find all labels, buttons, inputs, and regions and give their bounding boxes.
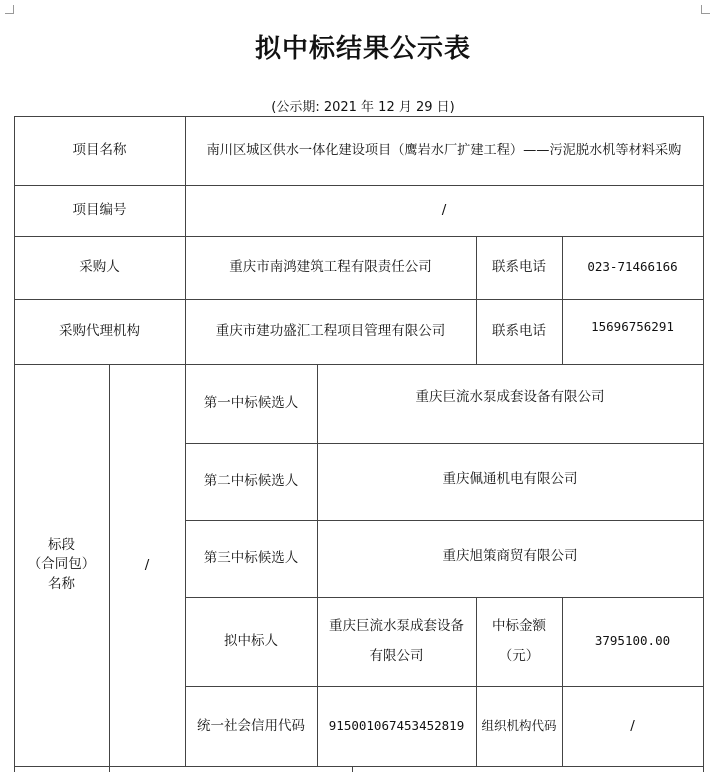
winner-label: 拟中标人 [224,633,278,650]
purchaser-phone: 023-71466166 [587,259,678,275]
table-border-bottom [14,766,704,767]
purchaser-phone-label: 联系电话 [492,259,546,276]
agency-phone-label: 联系电话 [492,323,546,340]
column-divider [352,766,353,772]
agency-value: 重庆市建功盛汇工程项目管理有限公司 [215,323,446,340]
section-name-value: / [144,556,150,573]
project-name-label: 项目名称 [72,142,127,159]
section-label-line: 标段 [48,536,75,553]
project-number-label: 项目编号 [72,202,127,219]
section-label-line: 名称 [48,575,75,592]
winner-name-line: 有限公司 [369,647,424,664]
section-label-line: （合同包） [27,556,96,573]
winning-amount-label [476,597,562,686]
candidate-3-value: 重庆旭策商贸有限公司 [442,548,578,565]
agency-phone: 15696756291 [591,318,674,334]
org-code-label: 组织机构代码 [481,717,557,733]
section-name-label [14,364,109,766]
credit-code-label: 统一社会信用代码 [197,717,305,734]
project-number-value: / [441,202,447,219]
table-border-right [703,116,704,772]
candidate-2-label: 第二中标候选人 [203,473,299,490]
publish-date: (公示期: 2021 年 12 月 29 日) [271,100,455,115]
winner-name [317,597,476,686]
org-code: / [630,717,635,734]
candidate-3-label: 第三中标候选人 [203,550,299,567]
credit-code: 915001067453452819 [328,717,465,733]
candidate-1-value: 重庆巨流水泵成套设备有限公司 [415,389,605,406]
amount-label-line: 中标金额 [492,617,546,634]
candidate-1-label: 第一中标候选人 [203,395,299,412]
purchaser-label: 采购人 [79,259,120,276]
purchaser-value: 重庆市南鸿建筑工程有限责任公司 [229,259,432,276]
winning-amount: 3795100.00 [594,633,671,649]
amount-label-line: （元） [498,647,540,664]
candidate-2-value: 重庆佩通机电有限公司 [442,471,578,488]
document-title: 拟中标结果公示表 [254,34,471,64]
winner-name-line: 重庆巨流水泵成套设备 [329,617,464,634]
agency-label: 采购代理机构 [59,323,140,340]
project-name-value: 南川区城区供水一体化建设项目（鹰岩水厂扩建工程）——污泥脱水机等材料采购 [206,142,682,158]
